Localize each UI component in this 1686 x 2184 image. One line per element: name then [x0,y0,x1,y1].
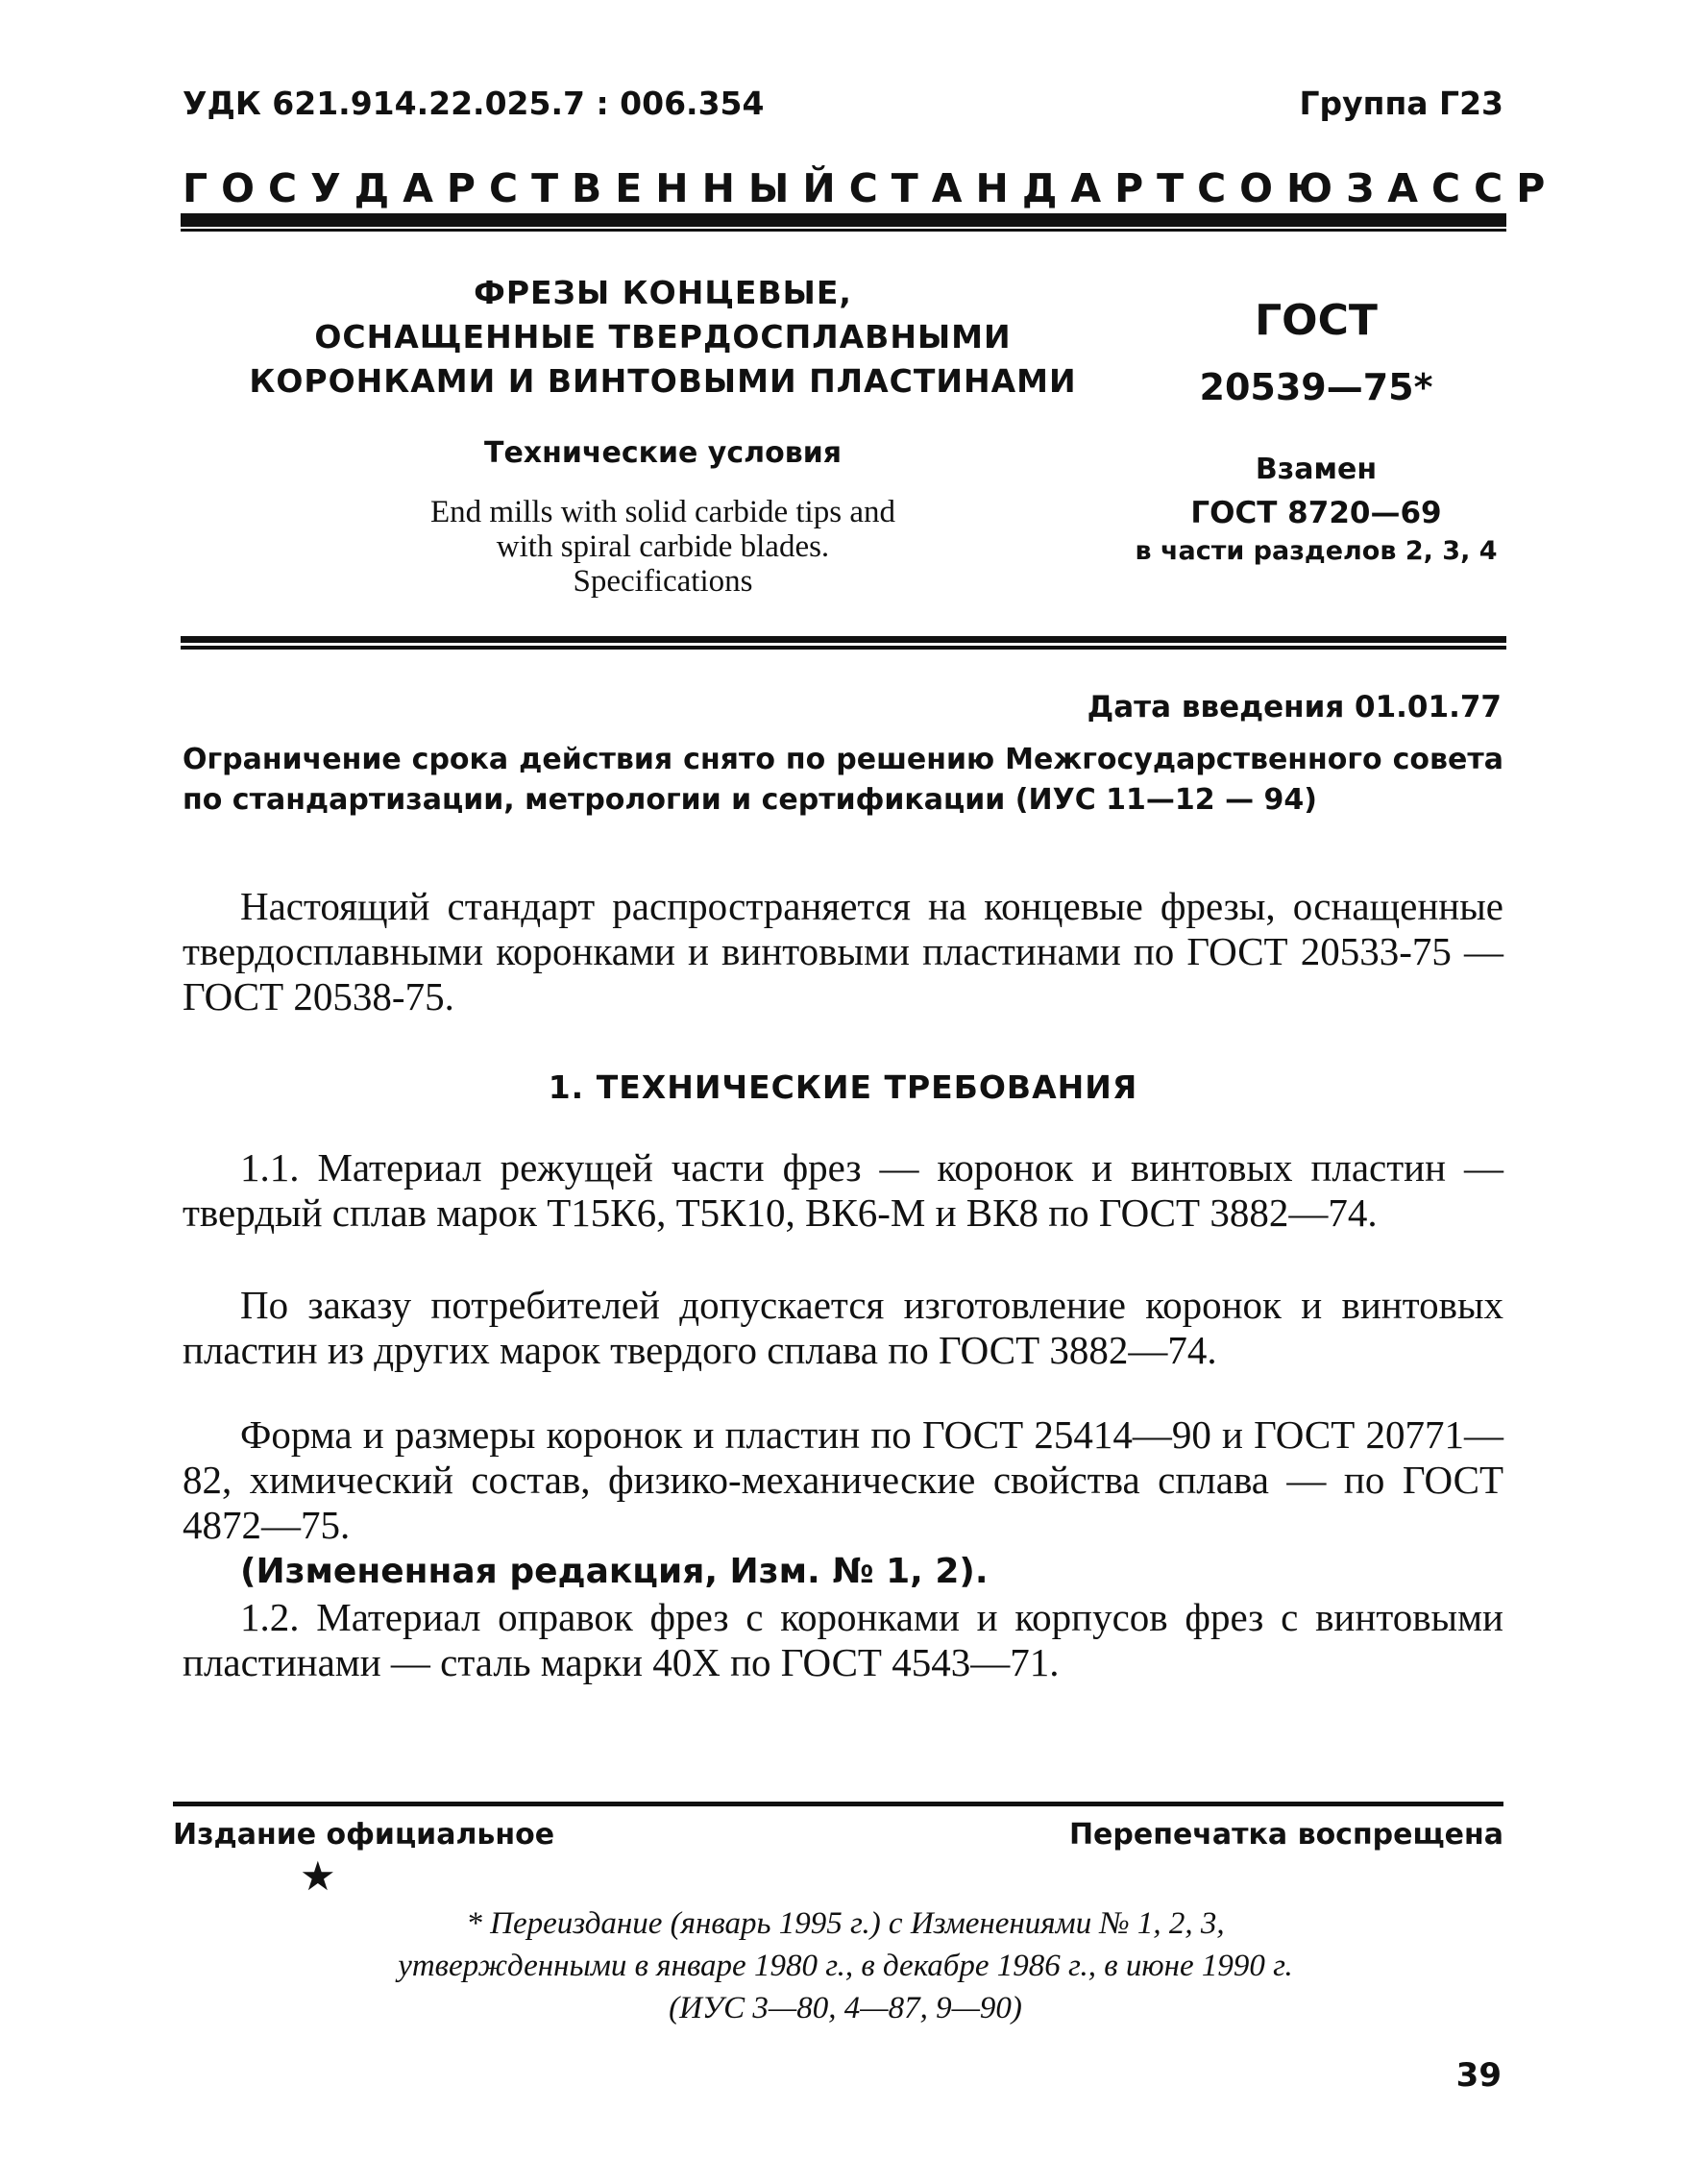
state-standard-word-4: ССР [1431,165,1559,211]
state-standard-word-1: ГОСУДАРСТВЕННЫЙ [183,165,849,211]
header-rule-thin [181,229,1506,232]
footer-rule [173,1802,1503,1806]
middle-rule-thick [181,636,1506,643]
subtitle: Технические условия [484,436,842,470]
paragraph-1-2: 1.2. Материал оправок фрез с коронками и корпусов фрез с винтовыми пластинами — сталь марки 40Х по ГОСТ 4543—71. [183,1595,1503,1684]
title-block [183,271,1143,599]
replace-label: Взамен [1255,453,1378,486]
official-edition: Издание официальное [173,1818,555,1852]
replace-part: в части разделов 2, 3, 4 [1135,536,1498,566]
state-standard-word-3: СОЮЗА [1197,165,1432,211]
footnote-line-1: * Переиздание (январь 1995 г.) с Изменениями № 1, 2, 3, [466,1906,1225,1941]
footnote-line-3: (ИУС 3—80, 4—87, 9—90) [669,1991,1022,2025]
restriction-note: Ограничение срока действия снято по решению Межгосударственного совета по стандартизации, метрологии и сертификации (ИУС 11—12 — 94) [183,743,1503,817]
title-line-3: КОРОНКАМИ И ВИНТОВЫМИ ПЛАСТИНАМИ [249,362,1077,400]
gost-block [1134,296,1499,566]
amended-note: (Измененная редакция, Изм. № 1, 2). [240,1552,989,1591]
page-number: 39 [1455,2056,1502,2095]
paragraph-order: По заказу потребителей допускается изготовление коронок и винтовых пластин из других марок твердого сплава по ГОСТ 3882—74. [183,1283,1503,1372]
title-line-2: ОСНАЩЕННЫЕ ТВЕРДОСПЛАВНЫМИ [314,318,1012,356]
english-title-line-3: Specifications [573,564,753,599]
state-standard-word-2: СТАНДАРТ [848,165,1198,211]
replace-gost: ГОСТ 8720—69 [1190,496,1442,530]
footnote-line-2: утвержденными в январе 1980 г., в декабре 1986 г., в июне 1990 г. [398,1949,1293,1983]
paragraph-form: Форма и размеры коронок и пластин по ГОСТ 25414—90 и ГОСТ 20771—82, химический состав, физико-механические свойства сплава — по ГОСТ 4872—75. [183,1412,1503,1547]
middle-rule-thin [181,646,1506,650]
gost-title: ГОСТ [1255,296,1378,345]
gost-number: 20539—75* [1199,366,1433,408]
section-heading: 1. ТЕХНИЧЕСКИЕ ТРЕБОВАНИЯ [548,1068,1138,1106]
state-standard-heading [183,165,1559,211]
group-code: Группа Г23 [1299,85,1503,122]
star-icon: ★ [300,1855,336,1900]
title-line-1: ФРЕЗЫ КОНЦЕВЫЕ, [474,274,852,311]
reissue-footnote [183,1902,1508,2029]
english-title [183,495,1143,599]
intro-paragraph: Настоящий стандарт распространяется на концевые фрезы, оснащенные твердосплавными коронками и винтовыми пластинами по ГОСТ 20533-75 — ГОСТ 20538-75. [183,884,1503,1018]
effective-date: Дата введения 01.01.77 [1087,690,1502,724]
english-title-line-2: with spiral carbide blades. [496,529,830,564]
header-rule-thick [181,213,1506,227]
reprint-prohibited: Перепечатка воспрещена [1068,1818,1503,1852]
udk-code: УДК 621.914.22.025.7 : 006.354 [183,85,765,122]
english-title-line-1: End mills with solid carbide tips and [430,495,895,529]
paragraph-1-1: 1.1. Материал режущей части фрез — коронок и винтовых пластин — твердый сплав марок Т15К6, Т5К10, ВК6-М и ВК8 по ГОСТ 3882—74. [183,1145,1503,1235]
